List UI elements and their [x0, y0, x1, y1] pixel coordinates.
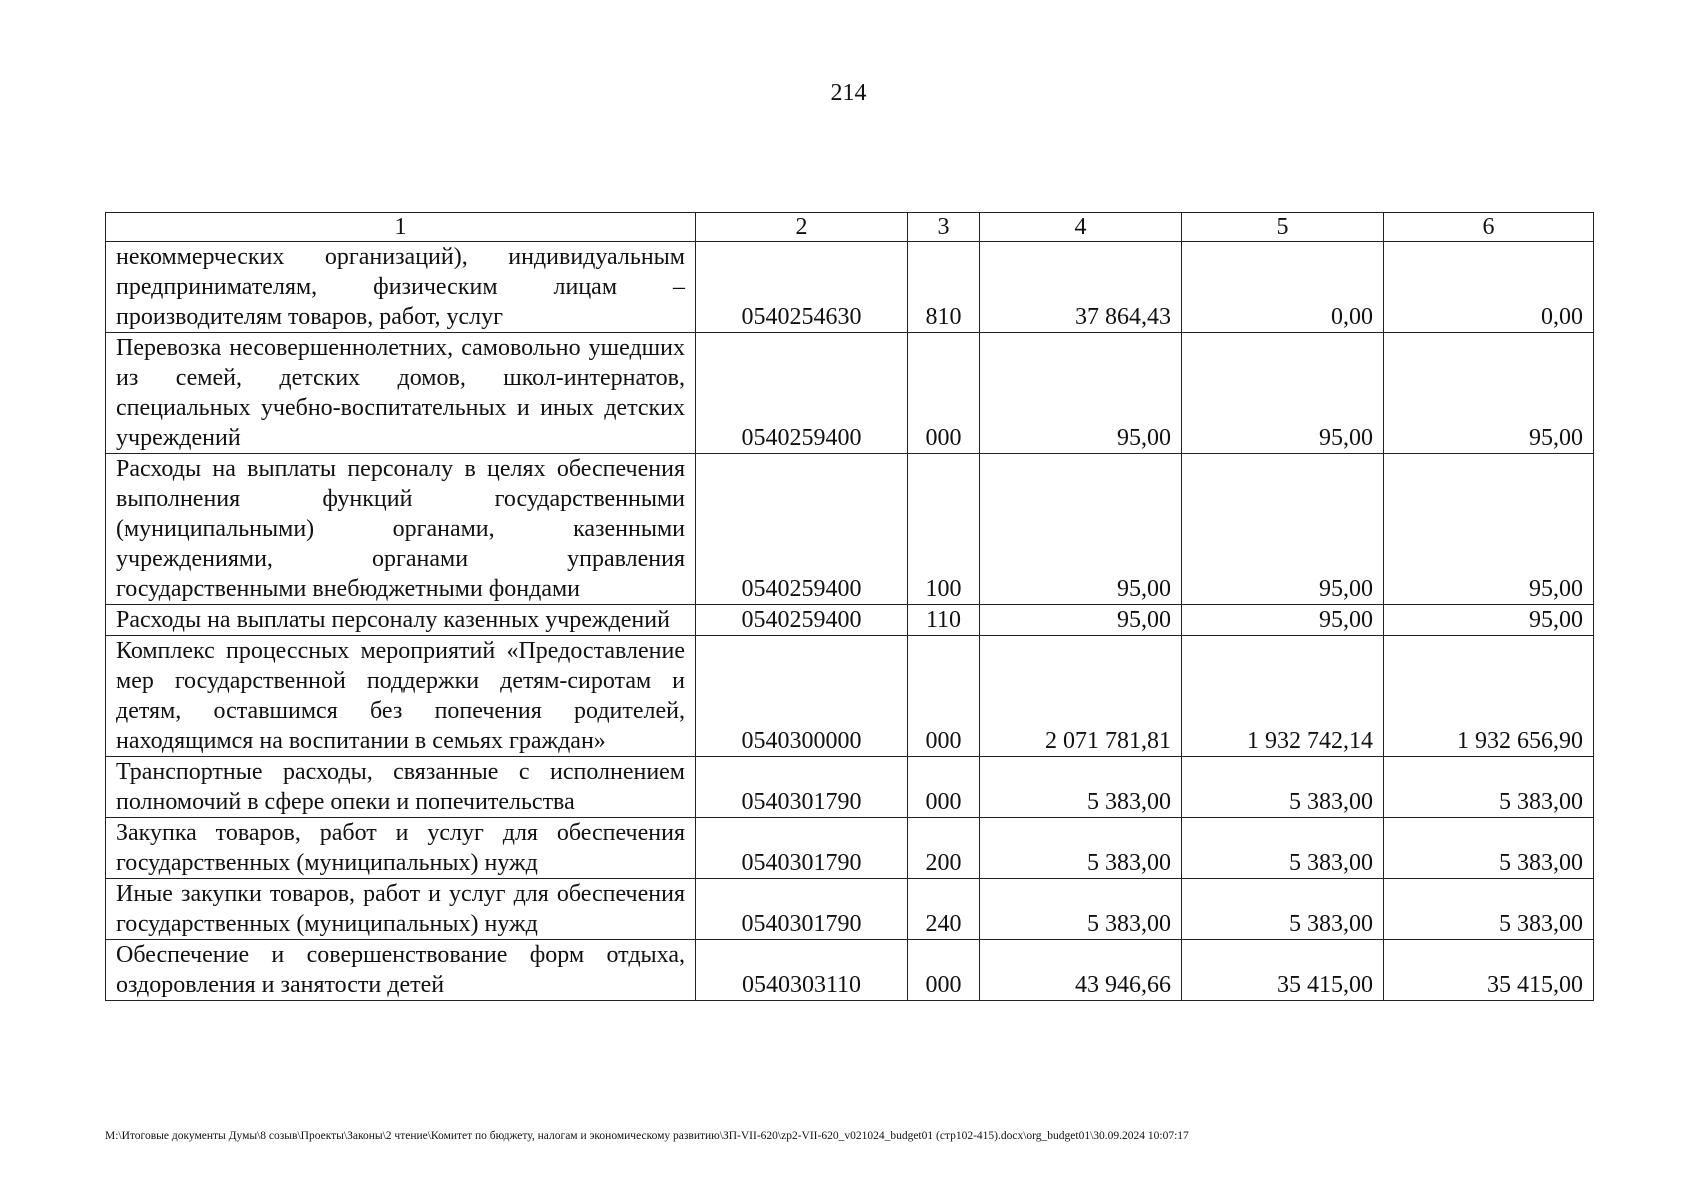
row-value-1: 95,00 — [980, 605, 1182, 636]
row-value-1: 95,00 — [980, 333, 1182, 454]
table-row — [106, 333, 1594, 454]
row-value-3: 5 383,00 — [1384, 757, 1594, 818]
row-value-3: 1 932 656,90 — [1384, 636, 1594, 757]
header-cell: 6 — [1384, 213, 1594, 242]
header-cell: 3 — [908, 213, 980, 242]
row-kvr: 200 — [908, 818, 980, 879]
table-row — [106, 636, 1594, 757]
table-row — [106, 879, 1594, 940]
table-row — [106, 940, 1594, 1001]
row-name: Транспортные расходы, связанные с исполнением полномочий в сфере опеки и попечительства — [106, 757, 696, 818]
row-code: 0540259400 — [696, 605, 908, 636]
row-kvr: 000 — [908, 940, 980, 1001]
row-value-3: 0,00 — [1384, 242, 1594, 333]
table-header-row — [106, 213, 1594, 242]
row-value-3: 95,00 — [1384, 454, 1594, 605]
row-kvr: 000 — [908, 333, 980, 454]
row-value-2: 35 415,00 — [1182, 940, 1384, 1001]
row-kvr: 240 — [908, 879, 980, 940]
row-value-3: 5 383,00 — [1384, 879, 1594, 940]
header-cell: 1 — [106, 213, 696, 242]
row-kvr: 100 — [908, 454, 980, 605]
row-value-3: 95,00 — [1384, 605, 1594, 636]
row-kvr: 110 — [908, 605, 980, 636]
row-value-1: 5 383,00 — [980, 757, 1182, 818]
row-value-3: 35 415,00 — [1384, 940, 1594, 1001]
row-name: Иные закупки товаров, работ и услуг для обеспечения государственных (муниципальных) нужд — [106, 879, 696, 940]
page-number: 214 — [830, 80, 867, 106]
header-cell: 5 — [1182, 213, 1384, 242]
row-value-3: 95,00 — [1384, 333, 1594, 454]
row-value-1: 95,00 — [980, 454, 1182, 605]
header-cell: 4 — [980, 213, 1182, 242]
row-name: Расходы на выплаты персоналу в целях обеспечения выполнения функций государственными (муниципальными) органами, казенными учреждениями, органами управления государственными внебюджетными фондами — [106, 454, 696, 605]
row-code: 0540301790 — [696, 879, 908, 940]
row-value-2: 5 383,00 — [1182, 757, 1384, 818]
row-value-2: 5 383,00 — [1182, 879, 1384, 940]
row-kvr: 000 — [908, 757, 980, 818]
footer-file-path: M:\Итоговые документы Думы\8 созыв\Проекты\Законы\2 чтение\Комитет по бюджету, налогам и экономическому развитию\ЗП-VII-620\zp2-VII-620_v021024_budget01 (стр102-415).docx\org_budget01\30.09.2024 10:07:17 — [105, 1130, 1189, 1142]
row-code: 0540259400 — [696, 333, 908, 454]
row-value-1: 37 864,43 — [980, 242, 1182, 333]
row-value-2: 1 932 742,14 — [1182, 636, 1384, 757]
table-row — [106, 605, 1594, 636]
row-value-2: 95,00 — [1182, 605, 1384, 636]
row-code: 0540300000 — [696, 636, 908, 757]
row-value-2: 95,00 — [1182, 333, 1384, 454]
row-name: Расходы на выплаты персоналу казенных учреждений — [106, 605, 696, 636]
row-value-2: 0,00 — [1182, 242, 1384, 333]
row-code: 0540301790 — [696, 757, 908, 818]
row-value-2: 5 383,00 — [1182, 818, 1384, 879]
table-row — [106, 757, 1594, 818]
table-row — [106, 818, 1594, 879]
table-row — [106, 242, 1594, 333]
row-value-1: 5 383,00 — [980, 879, 1182, 940]
row-code: 0540259400 — [696, 454, 908, 605]
row-name: Обеспечение и совершенствование форм отдыха, оздоровления и занятости детей — [106, 940, 696, 1001]
row-name: Перевозка несовершеннолетних, самовольно ушедших из семей, детских домов, школ-интернатов, специальных учебно-воспитательных и иных детских учреждений — [106, 333, 696, 454]
row-code: 0540254630 — [696, 242, 908, 333]
budget-table — [105, 212, 1594, 1001]
row-name: Комплекс процессных мероприятий «Предоставление мер государственной поддержки детям-сиротам и детям, оставшимся без попечения родителей, находящимся на воспитании в семьях граждан» — [106, 636, 696, 757]
row-value-1: 43 946,66 — [980, 940, 1182, 1001]
row-name: Закупка товаров, работ и услуг для обеспечения государственных (муниципальных) нужд — [106, 818, 696, 879]
row-kvr: 000 — [908, 636, 980, 757]
header-cell: 2 — [696, 213, 908, 242]
row-code: 0540301790 — [696, 818, 908, 879]
row-code: 0540303110 — [696, 940, 908, 1001]
row-name: некоммерческих организаций), индивидуальным предпринимателям, физическим лицам – производителям товаров, работ, услуг — [106, 242, 696, 333]
row-value-3: 5 383,00 — [1384, 818, 1594, 879]
row-value-2: 95,00 — [1182, 454, 1384, 605]
row-kvr: 810 — [908, 242, 980, 333]
row-value-1: 5 383,00 — [980, 818, 1182, 879]
row-value-1: 2 071 781,81 — [980, 636, 1182, 757]
table-row — [106, 454, 1594, 605]
